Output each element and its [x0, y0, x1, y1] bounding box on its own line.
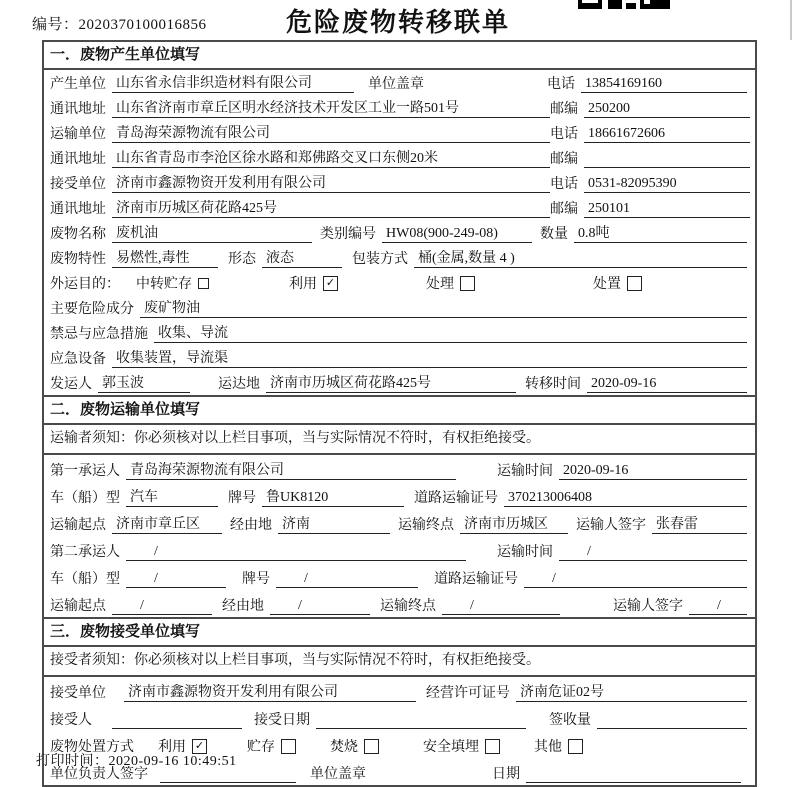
print-time: 打印时间：2020-09-16 10:49:51: [36, 754, 237, 769]
hazard-component-row: [44, 295, 755, 320]
disposal-use-checkbox: ✓: [192, 739, 207, 754]
disposal-store-label: 贮存: [247, 740, 275, 755]
purpose-label: 外运目的：: [50, 277, 120, 292]
transfer-date-value: 2020-09-16: [587, 375, 747, 393]
zip3-value: 250101: [584, 200, 750, 218]
packing-value: 桶(金属,数量 4 ): [414, 250, 747, 268]
zip1-label: 邮编: [550, 102, 578, 117]
producer-address-row: [44, 95, 755, 120]
phone1-label: 电话: [547, 77, 575, 92]
scan-page-edge: [790, 0, 792, 40]
emergency-equipment-row: [44, 345, 755, 370]
transfer-date-label: 转移时间: [525, 377, 581, 392]
disposal-option-other: [534, 736, 583, 756]
end2-value: /: [442, 597, 560, 615]
origin1-label: 运输起点: [50, 518, 106, 533]
transporter-row: [44, 120, 755, 145]
transporter-label: 运输单位: [50, 127, 106, 142]
disposal-other-checkbox: [568, 739, 583, 754]
time1-label: 运输时间: [497, 464, 553, 479]
dest-value: 济南市历城区荷花路425号: [266, 375, 516, 393]
document-header: [0, 0, 796, 40]
purpose-storage-label: 中转贮存: [136, 277, 192, 292]
character-value: 易燃性,毒性: [112, 250, 218, 268]
addr1-value: 山东省济南市章丘区明水经济技术开发区工业一路501号: [112, 100, 550, 118]
dest-label: 运达地: [218, 377, 260, 392]
date-label: 日期: [492, 767, 520, 782]
disposal-other-label: 其他: [534, 740, 562, 755]
disposal-burn-label: 焚烧: [330, 740, 358, 755]
carrier2-label: 第二承运人: [50, 545, 120, 560]
section3-title: 三．废物接受单位填写: [44, 617, 755, 647]
permit-label: 经营许可证号: [426, 686, 510, 701]
via1-label: 经由地: [230, 518, 272, 533]
addr2-value: 山东省青岛市李沧区徐水路和郑佛路交叉口东侧20米: [112, 150, 550, 168]
origin2-value: /: [112, 597, 212, 615]
receiver-value: 济南市鑫源物资开发利用有限公司: [112, 175, 550, 193]
phone2-label: 电话: [550, 127, 578, 142]
disposal-store-checkbox: [281, 739, 296, 754]
zip2-value: [584, 151, 750, 168]
disposal-option-store: [247, 736, 296, 756]
sign2-value: /: [689, 597, 747, 615]
head-sign-label: 单位负责人签字: [50, 767, 148, 782]
manifest-form: [42, 40, 757, 787]
via2-label: 经由地: [222, 599, 264, 614]
purpose-use-checkbox: ✓: [323, 276, 338, 291]
addr3-value: 济南市历城区荷花路425号: [112, 200, 550, 218]
permit-value: 济南危证02号: [516, 684, 747, 702]
disposal-option-burn: [330, 736, 379, 756]
plate2-label: 牌号: [242, 572, 270, 587]
purpose-dispose-checkbox: [627, 276, 642, 291]
accept-date-value: [316, 712, 526, 729]
quantity-value: 0.8吨: [574, 225, 747, 243]
producer-value: 山东省永信非织造材料有限公司: [112, 75, 354, 93]
time1-value: 2020-09-16: [559, 462, 747, 480]
carrier2-value: /: [126, 543, 466, 561]
shipper-label: 发运人: [50, 377, 92, 392]
equipment-label: 应急设备: [50, 352, 106, 367]
phone2-value: 18661672606: [584, 125, 750, 143]
shipper-value: 郭玉波: [98, 375, 190, 393]
purpose-option-treat: [426, 273, 475, 293]
accept-unit-label: 接受单位: [50, 686, 106, 701]
disposal-burn-checkbox: [364, 739, 379, 754]
vehicle1-row: [44, 482, 755, 509]
quantity-label: 数量: [540, 227, 568, 242]
vehicle2-label: 车（船）型: [50, 572, 120, 587]
via1-value: 济南: [278, 516, 390, 534]
plate1-value: 鲁UK8120: [262, 489, 404, 507]
transporter-address-row: [44, 145, 755, 170]
unit-seal2-label: 单位盖章: [310, 767, 366, 782]
accept-unit-value: 济南市鑫源物资开发利用有限公司: [124, 684, 416, 702]
zip2-label: 邮编: [550, 152, 578, 167]
phone3-value: 0531-82095390: [584, 175, 750, 193]
section2-title: 二．废物运输单位填写: [44, 395, 755, 425]
disposal-label: 废物处置方式: [50, 740, 134, 755]
shipper-row: [44, 370, 755, 395]
unit-seal-label: 单位盖章: [368, 77, 424, 92]
time2-label: 运输时间: [497, 545, 553, 560]
vehicle2-row: [44, 563, 755, 590]
category-value: HW08(900-249-08): [382, 225, 532, 243]
carrier1-label: 第一承运人: [50, 464, 120, 479]
via2-value: /: [270, 597, 370, 615]
purpose-use-label: 利用: [289, 277, 317, 292]
emergency-label: 禁忌与应急措施: [50, 327, 148, 342]
purpose-dispose-label: 处置: [593, 277, 621, 292]
waste-name-value: 废机油: [112, 225, 312, 243]
receiver-address-row: [44, 195, 755, 220]
purpose-treat-checkbox: [460, 276, 475, 291]
producer-label: 产生单位: [50, 77, 106, 92]
transfer-purpose-row: [44, 270, 755, 295]
serial-label: 编号：: [32, 17, 79, 33]
emergency-measures-row: [44, 320, 755, 345]
purpose-treat-label: 处理: [426, 277, 454, 292]
signed-qty-value: [597, 712, 747, 729]
accept-unit-row: [44, 677, 755, 704]
addr3-label: 通讯地址: [50, 202, 106, 217]
waste-name-label: 废物名称: [50, 227, 106, 242]
category-label: 类别编号: [320, 227, 376, 242]
form-label: 形态: [228, 252, 256, 267]
receiver-label: 接受单位: [50, 177, 106, 192]
disposal-landfill-label: 安全填埋: [423, 740, 479, 755]
carrier1-value: 青岛海荣源物流有限公司: [126, 462, 456, 480]
receiver-notice: 接受者须知：你必须核对以上栏目事项，当与实际情况不符时，有权拒绝接受。: [44, 647, 755, 677]
disposal-use-label: 利用: [158, 740, 186, 755]
zip3-label: 邮编: [550, 202, 578, 217]
qr-code-partial-icon: [578, 0, 670, 10]
plate2-value: /: [276, 570, 418, 588]
accept-date-label: 接受日期: [254, 713, 310, 728]
hazard-value: 废矿物油: [140, 300, 747, 318]
carrier2-row: [44, 536, 755, 563]
end1-value: 济南市历城区: [460, 516, 568, 534]
serial-value: 2020370100016856: [78, 17, 207, 33]
addr1-label: 通讯地址: [50, 102, 106, 117]
license1-label: 道路运输证号: [414, 491, 498, 506]
page-title: 危险废物转移联单: [285, 8, 510, 37]
time2-value: /: [559, 543, 747, 561]
phone3-label: 电话: [550, 177, 578, 192]
plate1-label: 牌号: [228, 491, 256, 506]
accepter-value: [112, 712, 242, 729]
license2-label: 道路运输证号: [434, 572, 518, 587]
waste-name-row: [44, 220, 755, 245]
origin2-label: 运输起点: [50, 599, 106, 614]
receiver-row: [44, 170, 755, 195]
section1-title: 一．废物产生单位填写: [44, 42, 755, 70]
emergency-value: 收集、导流: [154, 325, 747, 343]
phone1-value: 13854169160: [581, 75, 747, 93]
purpose-storage-checkbox: [198, 278, 209, 289]
purpose-option-storage: [136, 273, 209, 293]
signed-qty-label: 签收量: [549, 713, 591, 728]
accepter-label: 接受人: [50, 713, 92, 728]
purpose-option-use: [289, 273, 338, 293]
route1-row: [44, 509, 755, 536]
sign1-value: 张春雷: [652, 516, 747, 534]
end2-label: 运输终点: [380, 599, 436, 614]
origin1-value: 济南市章丘区: [112, 516, 222, 534]
disposal-landfill-checkbox: [485, 739, 500, 754]
vehicle2-value: /: [126, 570, 226, 588]
carrier1-row: [44, 455, 755, 482]
form-value: 液态: [262, 250, 342, 268]
character-label: 废物特性: [50, 252, 106, 267]
vehicle1-value: 汽车: [126, 489, 218, 507]
zip1-value: 250200: [584, 100, 750, 118]
sign1-label: 运输人签字: [576, 518, 646, 533]
hazard-label: 主要危险成分: [50, 302, 134, 317]
end1-label: 运输终点: [398, 518, 454, 533]
license2-value: /: [524, 570, 747, 588]
transporter-notice: 运输者须知：你必须核对以上栏目事项，当与实际情况不符时，有权拒绝接受。: [44, 425, 755, 455]
vehicle1-label: 车（船）型: [50, 491, 120, 506]
sign2-label: 运输人签字: [613, 599, 683, 614]
waste-character-row: [44, 245, 755, 270]
license1-value: 370213006408: [504, 489, 747, 507]
disposal-option-landfill: [423, 736, 500, 756]
equipment-value: 收集装置，导流渠: [112, 350, 747, 368]
transporter-value: 青岛海荣源物流有限公司: [112, 125, 550, 143]
accepter-row: [44, 704, 755, 731]
route2-row: [44, 590, 755, 617]
date-value: [526, 766, 741, 783]
packing-label: 包装方式: [352, 252, 408, 267]
producer-row: [44, 70, 755, 95]
addr2-label: 通讯地址: [50, 152, 106, 167]
purpose-option-dispose: [593, 273, 642, 293]
